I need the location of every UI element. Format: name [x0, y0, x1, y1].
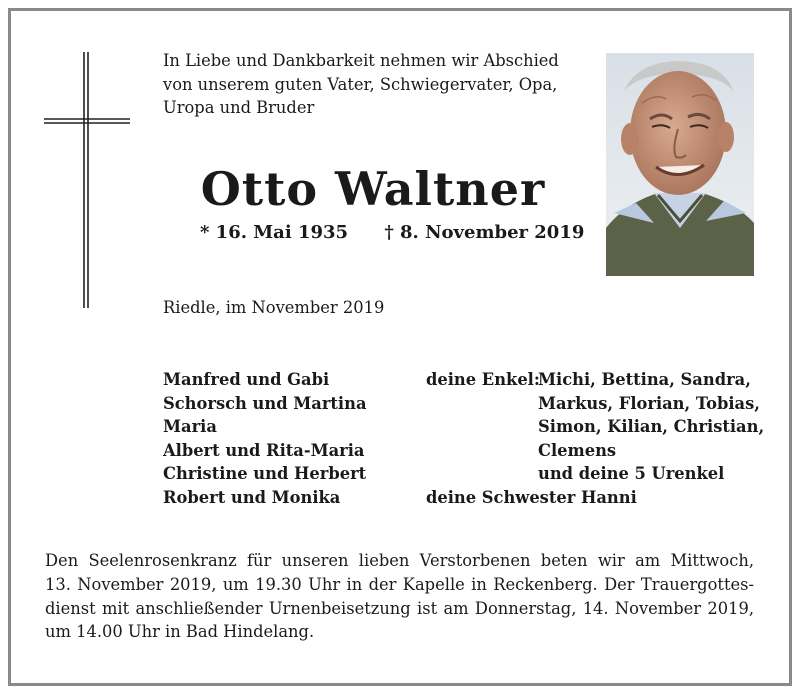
family-member: Manfred und Gabi: [163, 370, 330, 389]
birth-date: * 16. Mai 1935: [200, 222, 349, 243]
grandchildren-line: Michi, Bettina, Sandra,: [538, 370, 751, 389]
family-list: [163, 368, 367, 509]
grandchildren-line: Simon, Kilian, Christian,: [538, 417, 765, 436]
death-date: † 8. November 2019: [384, 222, 585, 243]
intro-line: In Liebe und Dankbarkeit nehmen wir Abschied: [163, 51, 559, 70]
deceased-name: Otto Waltner: [200, 162, 546, 216]
place-date: Riedle, im November 2019: [163, 298, 385, 317]
great-grandchildren-line: und deine 5 Urenkel: [538, 464, 725, 483]
intro-line: Uropa und Bruder: [163, 98, 315, 117]
service-text: [45, 549, 754, 644]
service-line: 13. November 2019, um 19.30 Uhr in der Kapelle in Reckenberg. Der Trauergottes-: [45, 574, 754, 594]
grandchildren-line: Markus, Florian, Tobias,: [538, 393, 760, 413]
family-member: Robert und Monika: [163, 487, 341, 507]
service-line: dienst mit anschließender Urnenbeisetzung ist am Donnerstag, 14. November 2019,: [45, 598, 754, 618]
family-member: Maria: [163, 417, 217, 436]
intro-line: von unserem guten Vater, Schwiegervater, Opa,: [163, 74, 558, 94]
life-dates: [200, 220, 585, 246]
service-line: Den Seelenrosenkranz für unseren lieben Verstorbenen beten wir am Mittwoch,: [45, 551, 754, 570]
service-line: um 14.00 Uhr in Bad Hindelang.: [45, 622, 315, 642]
grandchildren-line: Clemens: [538, 440, 617, 460]
sister-line: deine Schwester Hanni: [426, 487, 637, 507]
family-member: Schorsch und Martina: [163, 393, 367, 413]
family-member: Albert und Rita-Maria: [163, 440, 365, 460]
intro-text: [163, 49, 583, 120]
cross-icon: [44, 52, 130, 308]
grandchildren-label: deine Enkel:: [426, 370, 540, 389]
family-member: Christine und Herbert: [163, 464, 367, 483]
portrait-photo: [606, 53, 754, 276]
